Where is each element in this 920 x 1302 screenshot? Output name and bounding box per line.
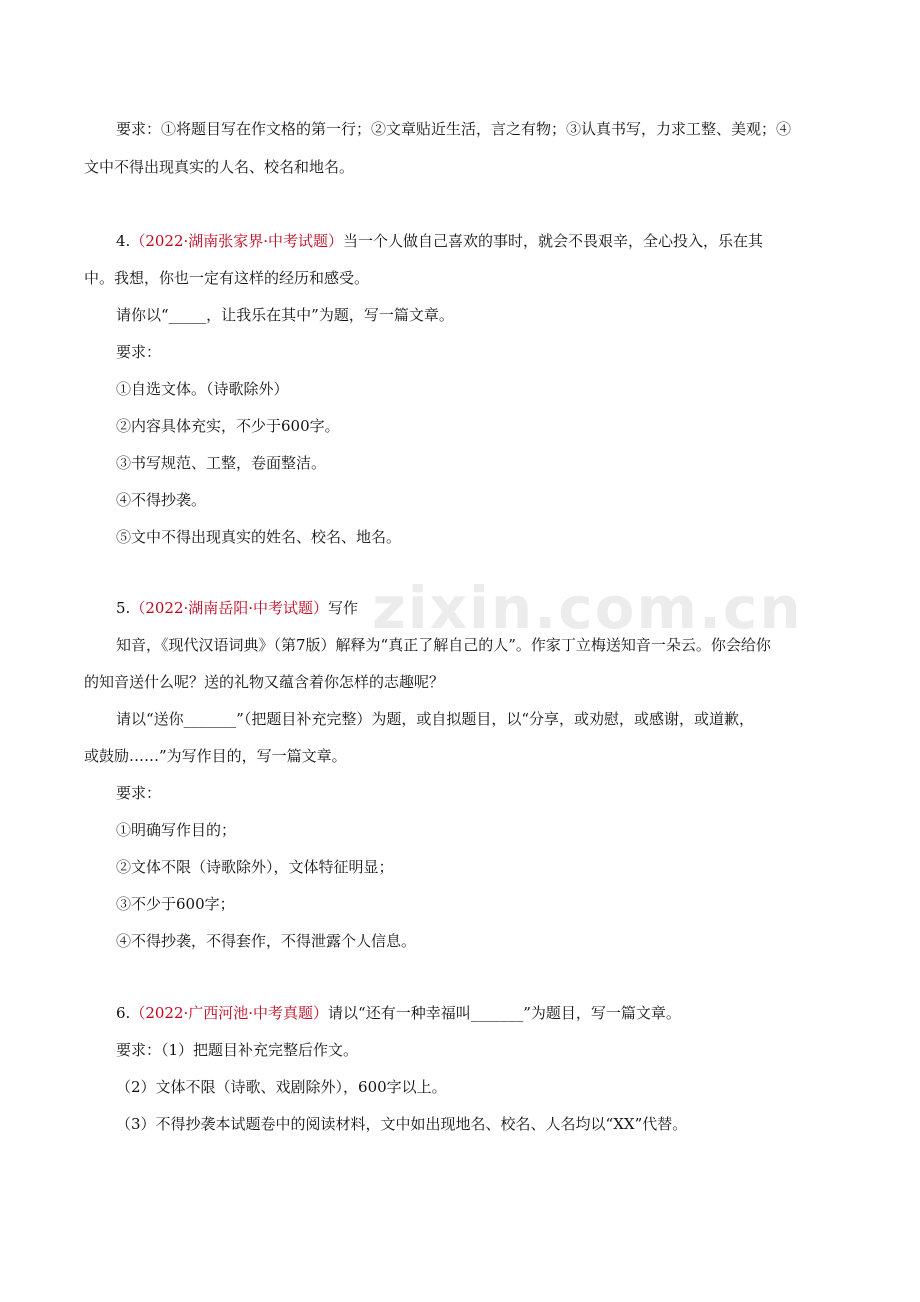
q3-requirement-line-2: 文中不得出现真实的人名、校名和地名。 — [84, 158, 355, 176]
q6-prompt: 请以“还有一种幸福叫_______”为题目，写一篇文章。 — [328, 1004, 681, 1022]
q6-source: （2022·广西河池·中考真题） — [130, 1004, 329, 1022]
q4-requirement-1: ①自选文体。（诗歌除外） — [116, 380, 289, 398]
q4-requirement-3: ③书写规范、工整，卷面整洁。 — [116, 454, 327, 472]
q5-paragraph-2b: 或鼓励……”为写作目的，写一篇文章。 — [84, 747, 347, 765]
q4-source: （2022·湖南张家界·中考试题） — [130, 232, 344, 250]
q4-requirement-5: ⑤文中不得出现真实的姓名、校名、地名。 — [116, 528, 402, 546]
q4-requirement-2: ②内容具体充实，不少于600字。 — [116, 417, 340, 435]
q5-requirement-4: ④不得抄袭，不得套作，不得泄露个人信息。 — [116, 932, 417, 950]
q5-paragraph-1b: 的知音送什么呢？送的礼物又蕴含着你怎样的志趣呢？ — [84, 673, 445, 691]
q4-number: 4. — [116, 232, 131, 250]
q6-heading — [116, 1002, 844, 1024]
q5-paragraph-2a: 请以“送你_______”（把题目补充完整）为题，或自拟题目，以“分享，或劝慰，或感谢，或道歉， — [116, 710, 755, 728]
q5-requirement-2: ②文体不限（诗歌除外），文体特征明显； — [116, 858, 394, 876]
q6-requirement-2: （2）文体不限（诗歌、戏剧除外），600字以上。 — [116, 1078, 447, 1096]
q5-requirement-3: ③不少于600字； — [116, 895, 235, 913]
q6-requirement-3: （3）不得抄袭本试题卷中的阅读材料，文中如出现地名、校名、人名均以“XX”代替。 — [116, 1115, 688, 1133]
q5-requirement-1: ①明确写作目的； — [116, 821, 237, 839]
q4-requirement-4: ④不得抄袭。 — [116, 491, 207, 509]
q5-number: 5. — [116, 599, 131, 617]
q5-requirements-label: 要求： — [116, 784, 162, 802]
q5-heading — [116, 597, 844, 619]
q4-requirements-label: 要求： — [116, 343, 162, 361]
q3-requirement-line-1: 要求：①将题目写在作文格的第一行；②文章贴近生活，言之有物；③认真书写，力求工整、美观；④ — [116, 120, 792, 138]
q6-number: 6. — [116, 1004, 131, 1022]
q5-source: （2022·湖南岳阳·中考试题） — [130, 599, 329, 617]
q4-intro-1: 当一个人做自己喜欢的事时，就会不畏艰辛，全心投入，乐在其 — [343, 232, 764, 250]
q4-prompt: 请你以“_____，让我乐在其中”为题，写一篇文章。 — [116, 306, 454, 324]
q5-title: 写作 — [328, 599, 359, 617]
q6-requirement-1: 要求：（1）把题目补充完整后作文。 — [116, 1041, 359, 1059]
q4-intro-2: 中。我想，你也一定有这样的经历和感受。 — [84, 269, 370, 287]
q4-heading — [116, 230, 844, 252]
watermark: zixin.com.cn — [372, 574, 803, 642]
q5-paragraph-1a: 知音，《现代汉语词典》（第7版）解释为“真正了解自己的人”。作家丁立梅送知音一朵云。你会给你 — [116, 636, 771, 654]
